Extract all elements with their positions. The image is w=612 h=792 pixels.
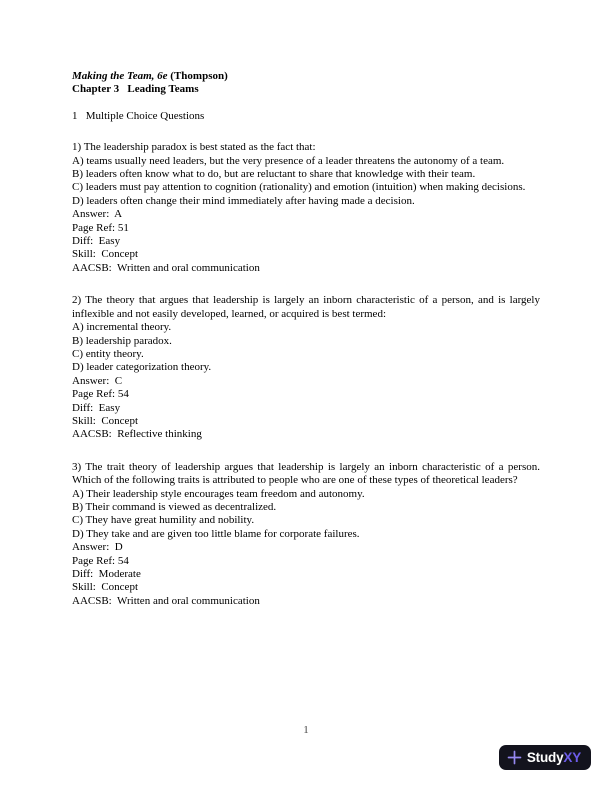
skill-line: Skill: Concept — [72, 581, 138, 594]
question-option-c: C) entity theory. — [72, 347, 144, 360]
question-block-1 — [72, 141, 540, 275]
question-option-c: C) leaders must pay attention to cognition (rationality) and emotion (intuition) when making decisions. — [72, 181, 526, 194]
question-option-a: A) teams usually need leaders, but the very presence of a leader threatens the autonomy of a team. — [72, 154, 505, 167]
book-author: (Thompson) — [167, 70, 228, 82]
section-heading: 1 Multiple Choice Questions — [72, 109, 205, 122]
page-ref-line: Page Ref: 54 — [72, 388, 129, 401]
question-stem: 1) The leadership paradox is best stated as the fact that: — [72, 141, 316, 154]
question-option-d: D) leader categorization theory. — [72, 361, 212, 374]
page-number: 1 — [303, 724, 309, 736]
question-block-2 — [72, 294, 540, 441]
question-stem: 2) The theory that argues that leadership is largely an inborn characteristic of a person, and is largely inflexible and not easily developed, learned, or acquired is best termed: — [72, 294, 540, 320]
aacsb-line: AACSB: Written and oral communication — [72, 594, 260, 607]
skill-line: Skill: Concept — [72, 248, 138, 261]
studyxy-wordmark — [527, 751, 581, 764]
question-option-a: A) incremental theory. — [72, 321, 172, 334]
book-title-line — [72, 70, 540, 83]
question-option-b: B) leaders often know what to do, but are reluctant to share that knowledge with their team. — [72, 168, 476, 181]
plus-icon — [507, 750, 522, 765]
studyxy-xy: XY — [563, 749, 581, 765]
answer-line: Answer: A — [72, 208, 123, 221]
aacsb-line: AACSB: Reflective thinking — [72, 428, 202, 441]
book-title: Making the Team, 6e — [72, 70, 168, 82]
skill-line: Skill: Concept — [72, 414, 138, 427]
question-option-d: D) They take and are given too little blame for corporate failures. — [72, 527, 360, 540]
question-option-b: B) leadership paradox. — [72, 334, 172, 347]
diff-line: Diff: Easy — [72, 235, 121, 248]
answer-line: Answer: D — [72, 541, 123, 554]
page-ref-line: Page Ref: 51 — [72, 221, 129, 234]
chapter-line: Chapter 3 Leading Teams — [72, 83, 199, 96]
question-option-c: C) They have great humility and nobility. — [72, 514, 255, 527]
question-option-b: B) Their command is viewed as decentralized. — [72, 500, 277, 513]
question-stem: 3) The trait theory of leadership argues that leadership is largely an inborn characteristic of a person. Which of the following traits is attributed to people who are one of these types of theoretical leaders? — [72, 460, 540, 487]
question-option-a: A) Their leadership style encourages team freedom and autonomy. — [72, 487, 365, 500]
question-option-d: D) leaders often change their mind immediately after having made a decision. — [72, 194, 415, 207]
page-ref-line: Page Ref: 54 — [72, 554, 129, 567]
aacsb-line: AACSB: Written and oral communication — [72, 261, 260, 274]
studyxy-badge[interactable] — [499, 745, 591, 770]
diff-line: Diff: Easy — [72, 401, 121, 414]
question-block-3 — [72, 461, 540, 608]
studyxy-study: Study — [526, 749, 564, 765]
document-header — [72, 70, 540, 97]
answer-line: Answer: C — [72, 374, 123, 387]
diff-line: Diff: Moderate — [72, 568, 141, 580]
document-content — [72, 70, 540, 627]
